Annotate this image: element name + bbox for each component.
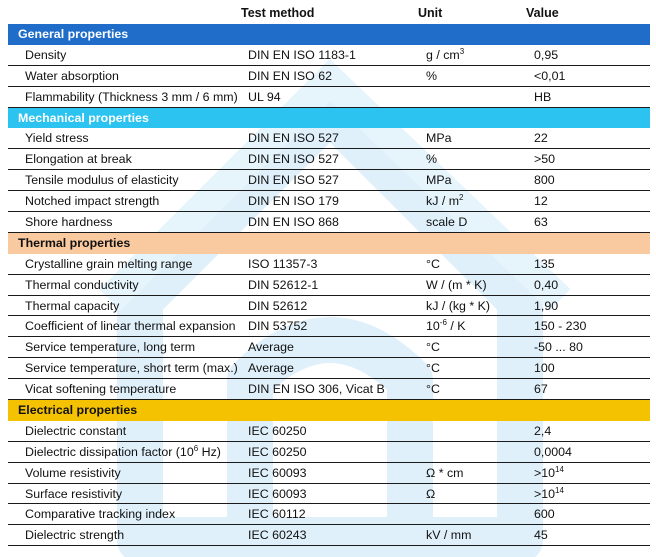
property-name: Volume resistivity xyxy=(25,465,121,480)
table-row xyxy=(8,45,650,66)
test-method: DIN 52612 xyxy=(248,298,308,313)
property-name: Notched impact strength xyxy=(25,194,160,209)
value: 22 xyxy=(534,131,548,146)
section-title: Electrical properties xyxy=(18,403,138,418)
property-name: Tensile modulus of elasticity xyxy=(25,173,179,188)
test-method: DIN EN ISO 527 xyxy=(248,173,339,188)
table-row xyxy=(8,504,650,525)
property-name: Thermal conductivity xyxy=(25,277,139,292)
unit-exponent: 3 xyxy=(459,46,465,56)
value: 1,90 xyxy=(534,298,559,313)
value: 150 - 230 xyxy=(534,319,587,334)
test-method: DIN EN ISO 62 xyxy=(248,68,333,83)
value: 0,40 xyxy=(534,277,559,292)
header-test-method: Test method xyxy=(241,6,315,20)
property-name: Water absorption xyxy=(25,68,119,83)
test-method: Average xyxy=(248,361,294,376)
property-name: Elongation at break xyxy=(25,152,132,167)
property-name: Yield stress xyxy=(25,131,89,146)
property-name: Dielectric dissipation factor ($10^6$ Hz) xyxy=(25,443,221,459)
test-method: DIN EN ISO 179 xyxy=(248,194,339,209)
value: $>10^{14}$ xyxy=(534,485,564,501)
test-method: IEC 60243 xyxy=(248,528,307,543)
unit: °C xyxy=(426,361,440,376)
table-row xyxy=(8,421,650,442)
unit: °C xyxy=(426,340,440,355)
section-rows xyxy=(8,421,650,546)
column-header-row xyxy=(0,0,656,24)
property-name: Surface resistivity xyxy=(25,486,123,501)
unit: scale D xyxy=(426,215,468,230)
value: 67 xyxy=(534,382,548,397)
property-name: Comparative tracking index xyxy=(25,507,176,522)
property-name: Dielectric strength xyxy=(25,528,125,543)
test-method: IEC 60112 xyxy=(248,507,306,522)
value: -50 ... 80 xyxy=(534,340,583,355)
table-row xyxy=(8,212,650,233)
header-unit: Unit xyxy=(418,6,443,20)
section-header xyxy=(8,108,650,129)
unit: W / (m * K) xyxy=(426,277,487,292)
property-name: Shore hardness xyxy=(25,215,113,230)
test-method: IEC 60093 xyxy=(248,465,307,480)
test-method: DIN EN ISO 306, Vicat B xyxy=(248,382,385,397)
table-row xyxy=(8,87,650,108)
unit: MPa xyxy=(426,173,452,188)
property-name: Service temperature, short term (max.) xyxy=(25,361,238,376)
properties-table xyxy=(0,24,656,546)
table-row xyxy=(8,316,650,337)
test-method: ISO 11357-3 xyxy=(248,256,318,271)
table-row xyxy=(8,275,650,296)
test-method: DIN 53752 xyxy=(248,319,308,334)
table-row xyxy=(8,337,650,358)
table-row xyxy=(8,296,650,317)
value: 100 xyxy=(534,361,555,376)
property-name: Thermal capacity xyxy=(25,298,120,313)
unit: % xyxy=(426,152,438,167)
section-header xyxy=(8,24,650,45)
header-value: Value xyxy=(526,6,559,20)
test-method: IEC 60093 xyxy=(248,486,307,501)
unit: MPa xyxy=(426,131,452,146)
value-exponent: 14 xyxy=(555,464,564,474)
value: 600 xyxy=(534,507,555,522)
section-header xyxy=(8,233,650,254)
value: 12 xyxy=(534,194,548,209)
section-title: Mechanical properties xyxy=(18,110,149,125)
property-name: Service temperature, long term xyxy=(25,340,196,355)
test-method: Average xyxy=(248,340,294,355)
value: 800 xyxy=(534,173,555,188)
unit-exponent: 2 xyxy=(459,193,464,203)
unit: kJ / (kg * K) xyxy=(426,298,491,313)
unit-exponent: -6 xyxy=(439,318,447,328)
unit-suffix: / K xyxy=(446,319,466,334)
table-row xyxy=(8,66,650,87)
unit: $10^{-6}$ / K xyxy=(426,318,466,334)
section-title: General properties xyxy=(18,27,129,41)
table-row xyxy=(8,525,650,546)
value: 0,95 xyxy=(534,47,559,62)
section-rows xyxy=(8,254,650,400)
table-row xyxy=(8,484,650,505)
value: >50 xyxy=(534,152,556,167)
table-row xyxy=(8,170,650,191)
unit: Ω xyxy=(426,486,436,501)
section-header xyxy=(8,400,650,421)
unit: °C xyxy=(426,382,440,397)
property-name: Dielectric constant xyxy=(25,423,127,438)
test-method: DIN EN ISO 527 xyxy=(248,152,339,167)
value: $>10^{14}$ xyxy=(534,464,564,480)
unit: kV / mm xyxy=(426,528,472,543)
test-method: DIN 52612-1 xyxy=(248,277,319,292)
test-method: DIN EN ISO 527 xyxy=(248,131,339,146)
unit: kJ / $m^2$ xyxy=(426,193,464,209)
table-row xyxy=(8,358,650,379)
test-method: DIN EN ISO 868 xyxy=(248,215,339,230)
section-rows xyxy=(8,128,650,232)
unit: °C xyxy=(426,256,440,271)
property-name: Coefficient of linear thermal expansion xyxy=(25,319,236,334)
test-method: IEC 60250 xyxy=(248,444,307,459)
value: 45 xyxy=(534,528,548,543)
table-row xyxy=(8,149,650,170)
section-rows xyxy=(8,45,650,108)
test-method: IEC 60250 xyxy=(248,423,307,438)
property-name: Vicat softening temperature xyxy=(25,382,177,397)
unit: % xyxy=(426,68,438,83)
unit: g / $cm^3$ xyxy=(426,46,465,62)
table-row xyxy=(8,254,650,275)
test-method: UL 94 xyxy=(248,89,281,104)
table-row xyxy=(8,442,650,463)
property-name: Crystalline grain melting range xyxy=(25,256,193,271)
test-method: DIN EN ISO 1183-1 xyxy=(248,47,356,62)
section-title: Thermal properties xyxy=(18,235,131,250)
value: 0,0004 xyxy=(534,444,572,459)
value: <0,01 xyxy=(534,68,566,83)
value: 63 xyxy=(534,215,548,230)
table-row xyxy=(8,463,650,484)
frequency-suffix: Hz) xyxy=(198,444,221,459)
table-row xyxy=(8,379,650,400)
property-name: Density xyxy=(25,47,67,62)
value: 2,4 xyxy=(534,423,552,438)
unit: Ω * cm xyxy=(426,465,464,480)
property-name: Flammability (Thickness 3 mm / 6 mm) xyxy=(25,89,238,104)
table-row xyxy=(8,128,650,149)
value: HB xyxy=(534,89,552,104)
frequency-exponent: 6 xyxy=(193,443,199,453)
value-exponent: 14 xyxy=(555,485,564,495)
table-row xyxy=(8,191,650,212)
value: 135 xyxy=(534,256,555,271)
